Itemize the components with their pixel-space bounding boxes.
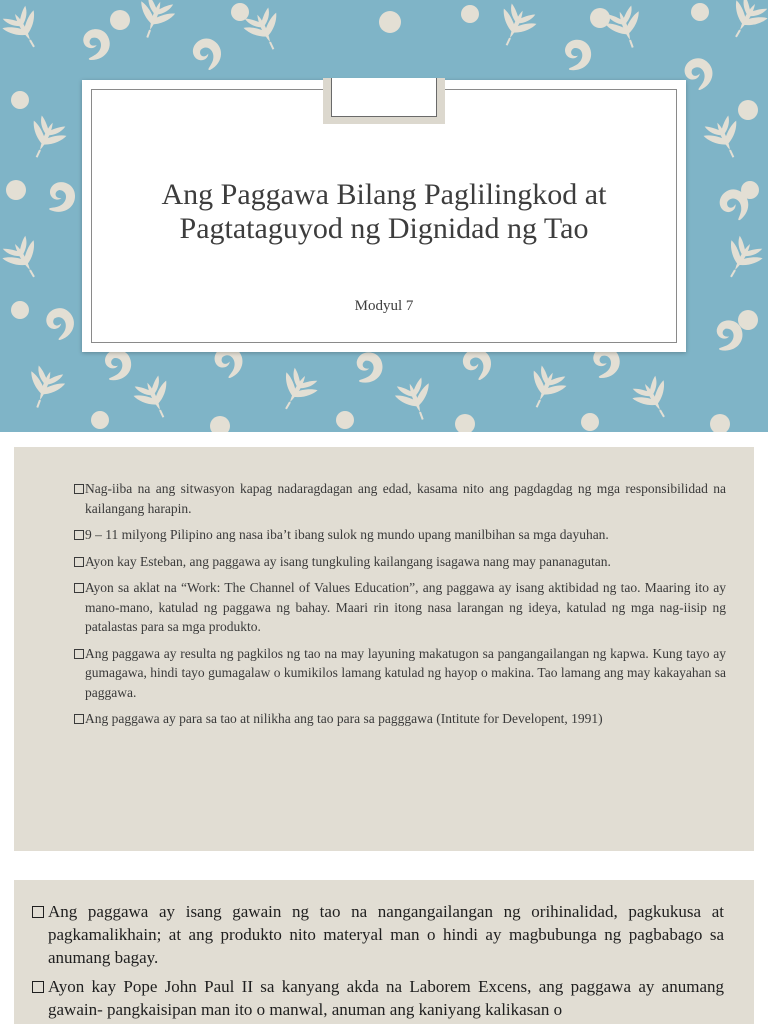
content-slide-2 — [14, 880, 754, 1024]
list-item: Nag-iiba na ang sitwasyon kapag nadaragdagan ang edad, kasama nito ang pagdagdag ng mga responsibilidad na kailangang harapin. — [74, 479, 726, 518]
slide-title-line-1: Ang Paggawa Bilang Paglilingkod at — [161, 178, 607, 211]
checkbox-bullet-icon — [32, 975, 44, 999]
slide-title — [112, 178, 656, 246]
checkbox-bullet-icon — [32, 900, 44, 924]
checkbox-bullet-icon — [74, 525, 84, 546]
title-slide — [0, 0, 768, 432]
content-slide-1 — [14, 447, 754, 851]
title-card — [82, 80, 686, 352]
list-item: Ayon sa aklat na “Work: The Channel of Values Education”, ang paggawa ay isang aktibidad ng tao. Maaring ito ay mano-mano, katulad ng paggawa ng bahay. Maari rin itong nasa larangan ng ideya, katulad ng mga nag-iisip ng patalastas para sa mga produkto. — [74, 578, 726, 637]
list-item: Ayon kay Pope John Paul II sa kanyang akda na Laborem Excens, ang paggawa ay anumang gawain- pangkaisipan man ito o manwal, anuman ang kaniyang kalikasan o — [32, 975, 724, 1021]
checkbox-bullet-icon — [74, 644, 84, 665]
bullet-list — [32, 900, 724, 1024]
checkbox-bullet-icon — [74, 578, 84, 599]
list-item: Ang paggawa ay isang gawain ng tao na nangangailangan ng orihinalidad, pagkukusa at pagkamalikhain; at ang produkto nito materyal man o hindi ay magbubunga ng pagbabago sa anumang bagay. — [32, 900, 724, 969]
list-item: Ayon kay Esteban, ang paggawa ay isang tungkuling kailangang isagawa nang may pananagutan. — [74, 552, 726, 572]
list-item: Ang paggawa ay resulta ng pagkilos ng tao na may layuning makatugon sa pangangailangan ng kapwa. Kung tayo ay gumagawa, hindi tayo gumagalaw o kumikilos lamang katulad ng hayop o makina. Tao lamang ang may kakayahan sa paggawa. — [74, 644, 726, 703]
checkbox-bullet-icon — [74, 709, 84, 730]
list-item: 9 – 11 milyong Pilipino ang nasa iba’t ibang sulok ng mundo upang manilbihan sa mga dayuhan. — [74, 525, 726, 545]
checkbox-bullet-icon — [74, 552, 84, 573]
slide-title-line-2: Pagtataguyod ng Dignidad ng Tao — [179, 212, 589, 245]
title-card-tab — [323, 78, 445, 124]
checkbox-bullet-icon — [74, 479, 84, 500]
list-item: Ang paggawa ay para sa tao at nilikha ang tao para sa pagggawa (Intitute for Developent, 1991) — [74, 709, 726, 729]
slide-subtitle: Modyul 7 — [354, 298, 414, 314]
bullet-list — [74, 479, 726, 736]
